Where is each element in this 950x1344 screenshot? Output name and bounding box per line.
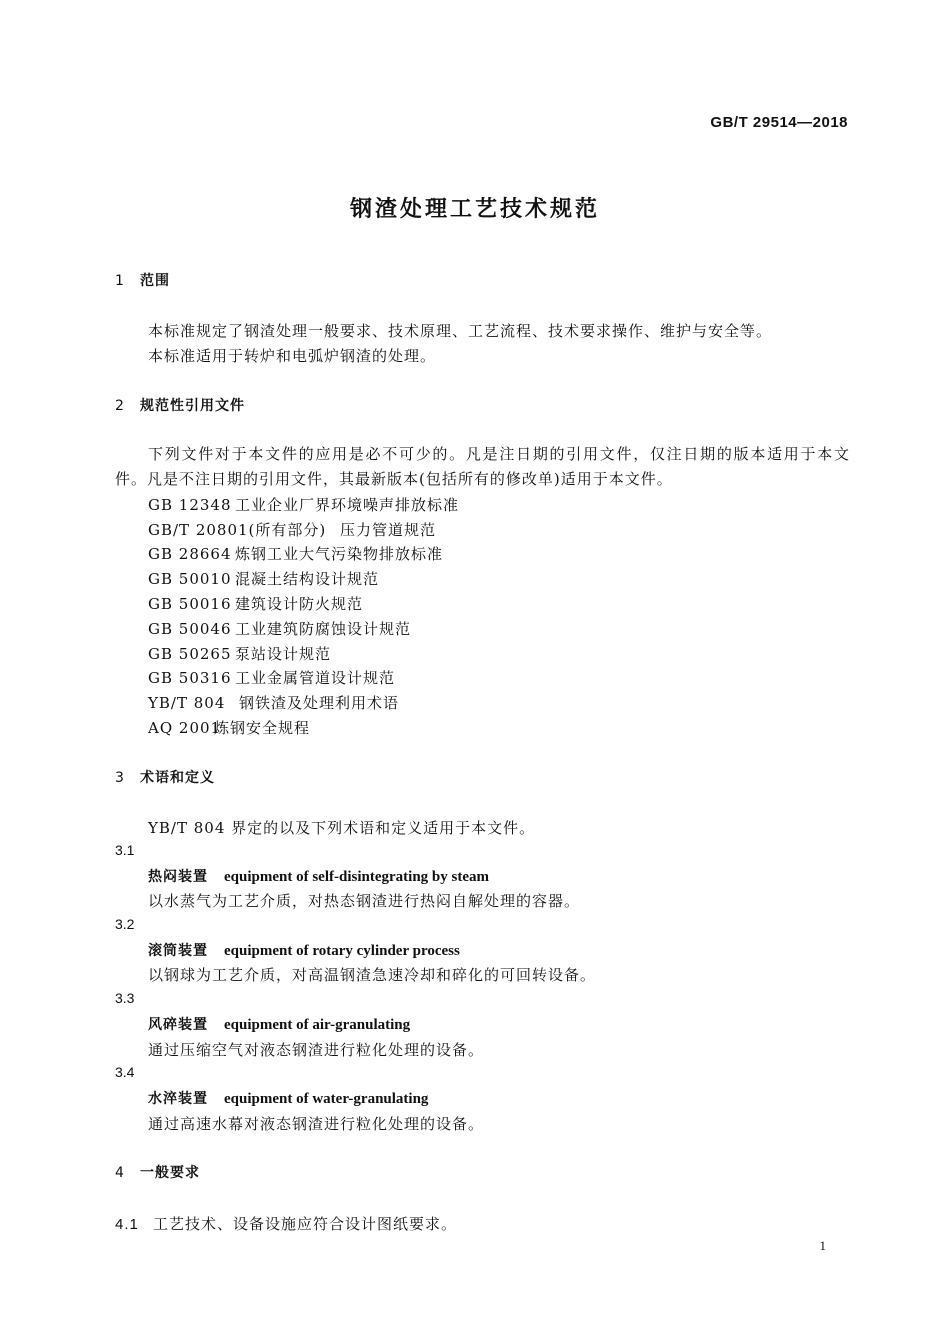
reference-code: GB 50016 [148,595,232,613]
term-definition: 通过压缩空气对液态钢渣进行粒化处理的设备。 [148,1041,485,1059]
term-english: equipment of self-disintegrating by steam [224,869,489,885]
reference-code: AQ 2001 [148,719,222,737]
section-title: 一般要求 [140,1165,200,1181]
document-title: 钢渣处理工艺技术规范 [349,197,600,222]
reference-code: GB/T 20801(所有部分) [148,521,327,539]
section-4-heading [115,1162,200,1182]
term-english: equipment of rotary cylinder process [224,943,460,959]
paragraph: 本标准规定了钢渣处理一般要求、技术原理、工艺流程、技术要求操作、维护与安全等。 [148,322,773,340]
term-number: 3.4 [115,1064,135,1080]
term-number: 3.3 [115,990,135,1006]
reference-title: 炼钢工业大气污染物排放标准 [235,545,444,563]
term-number: 3.2 [115,916,135,932]
section-1-heading [115,270,170,290]
section-3-heading [115,767,215,787]
term-chinese: 滚筒装置 [148,943,208,959]
reference-title: 压力管道规范 [340,521,437,539]
section-title: 规范性引用文件 [140,398,245,414]
section-number: 1 [115,273,125,289]
term-heading [148,866,489,886]
clause-4-1 [115,1213,457,1234]
reference-item [148,494,459,515]
reference-code: GB 50046 [148,620,232,638]
section-2-heading [115,395,245,415]
page-number: 1 [819,1238,826,1253]
reference-title: 炼钢安全规程 [214,719,311,737]
section-number: 4 [115,1165,125,1181]
term-heading [148,940,460,960]
reference-code: GB 50010 [148,570,232,588]
reference-item [148,568,379,589]
reference-title: 工业企业厂界环境噪声排放标准 [235,496,460,514]
reference-title: 泵站设计规范 [235,645,332,663]
reference-code: GB 12348 [148,496,232,514]
term-heading [148,1014,410,1034]
clause-text: 工艺技术、设备设施应符合设计图纸要求。 [153,1215,458,1233]
reference-title: 建筑设计防火规范 [235,595,364,613]
paragraph: 下列文件对于本文件的应用是必不可少的。凡是注日期的引用文件，仅注日期的版本适用于本文件。凡是不注日期的引用文件，其最新版本(包括所有的修改单)适用于本文件。 [115,445,850,488]
reference-code: GB 50265 [148,645,232,663]
reference-title: 混凝土结构设计规范 [235,570,380,588]
reference-title: 工业建筑防腐蚀设计规范 [235,620,412,638]
reference-item [148,643,331,664]
term-heading [148,1088,428,1108]
term-number: 3.1 [115,842,135,858]
term-definition: 以水蒸气为工艺介质，对热态钢渣进行热闷自解处理的容器。 [148,892,581,910]
term-chinese: 水淬装置 [148,1091,208,1107]
reference-item [148,618,411,639]
term-definition: 以钢球为工艺介质，对高温钢渣急速冷却和碎化的可回转设备。 [148,966,597,984]
reference-title: 钢铁渣及处理利用术语 [239,694,400,712]
term-definition: 通过高速水幕对液态钢渣进行粒化处理的设备。 [148,1115,485,1133]
reference-item [148,593,363,614]
term-chinese: 热闷装置 [148,869,208,885]
reference-title: 工业金属管道设计规范 [235,669,396,687]
section-title: 范围 [140,273,170,289]
paragraph: YB/T 804 界定的以及下列术语和定义适用于本文件。 [148,819,536,837]
reference-code: YB/T 804 [148,694,226,712]
term-chinese: 风碎装置 [148,1017,208,1033]
reference-item [148,717,310,738]
paragraph: 本标准适用于转炉和电弧炉钢渣的处理。 [148,347,437,365]
section-number: 3 [115,770,125,786]
term-english: equipment of air-granulating [224,1017,411,1033]
reference-code: GB 28664 [148,545,232,563]
reference-code: GB 50316 [148,669,232,687]
term-english: equipment of water-granulating [224,1091,429,1107]
reference-item [148,692,399,713]
section-title: 术语和定义 [140,770,215,786]
reference-item [148,667,395,688]
reference-item [148,543,443,564]
reference-item [148,519,436,540]
standard-code: GB/T 29514—2018 [710,114,848,131]
section-number: 2 [115,398,125,414]
clause-number: 4.1 [115,1216,139,1233]
